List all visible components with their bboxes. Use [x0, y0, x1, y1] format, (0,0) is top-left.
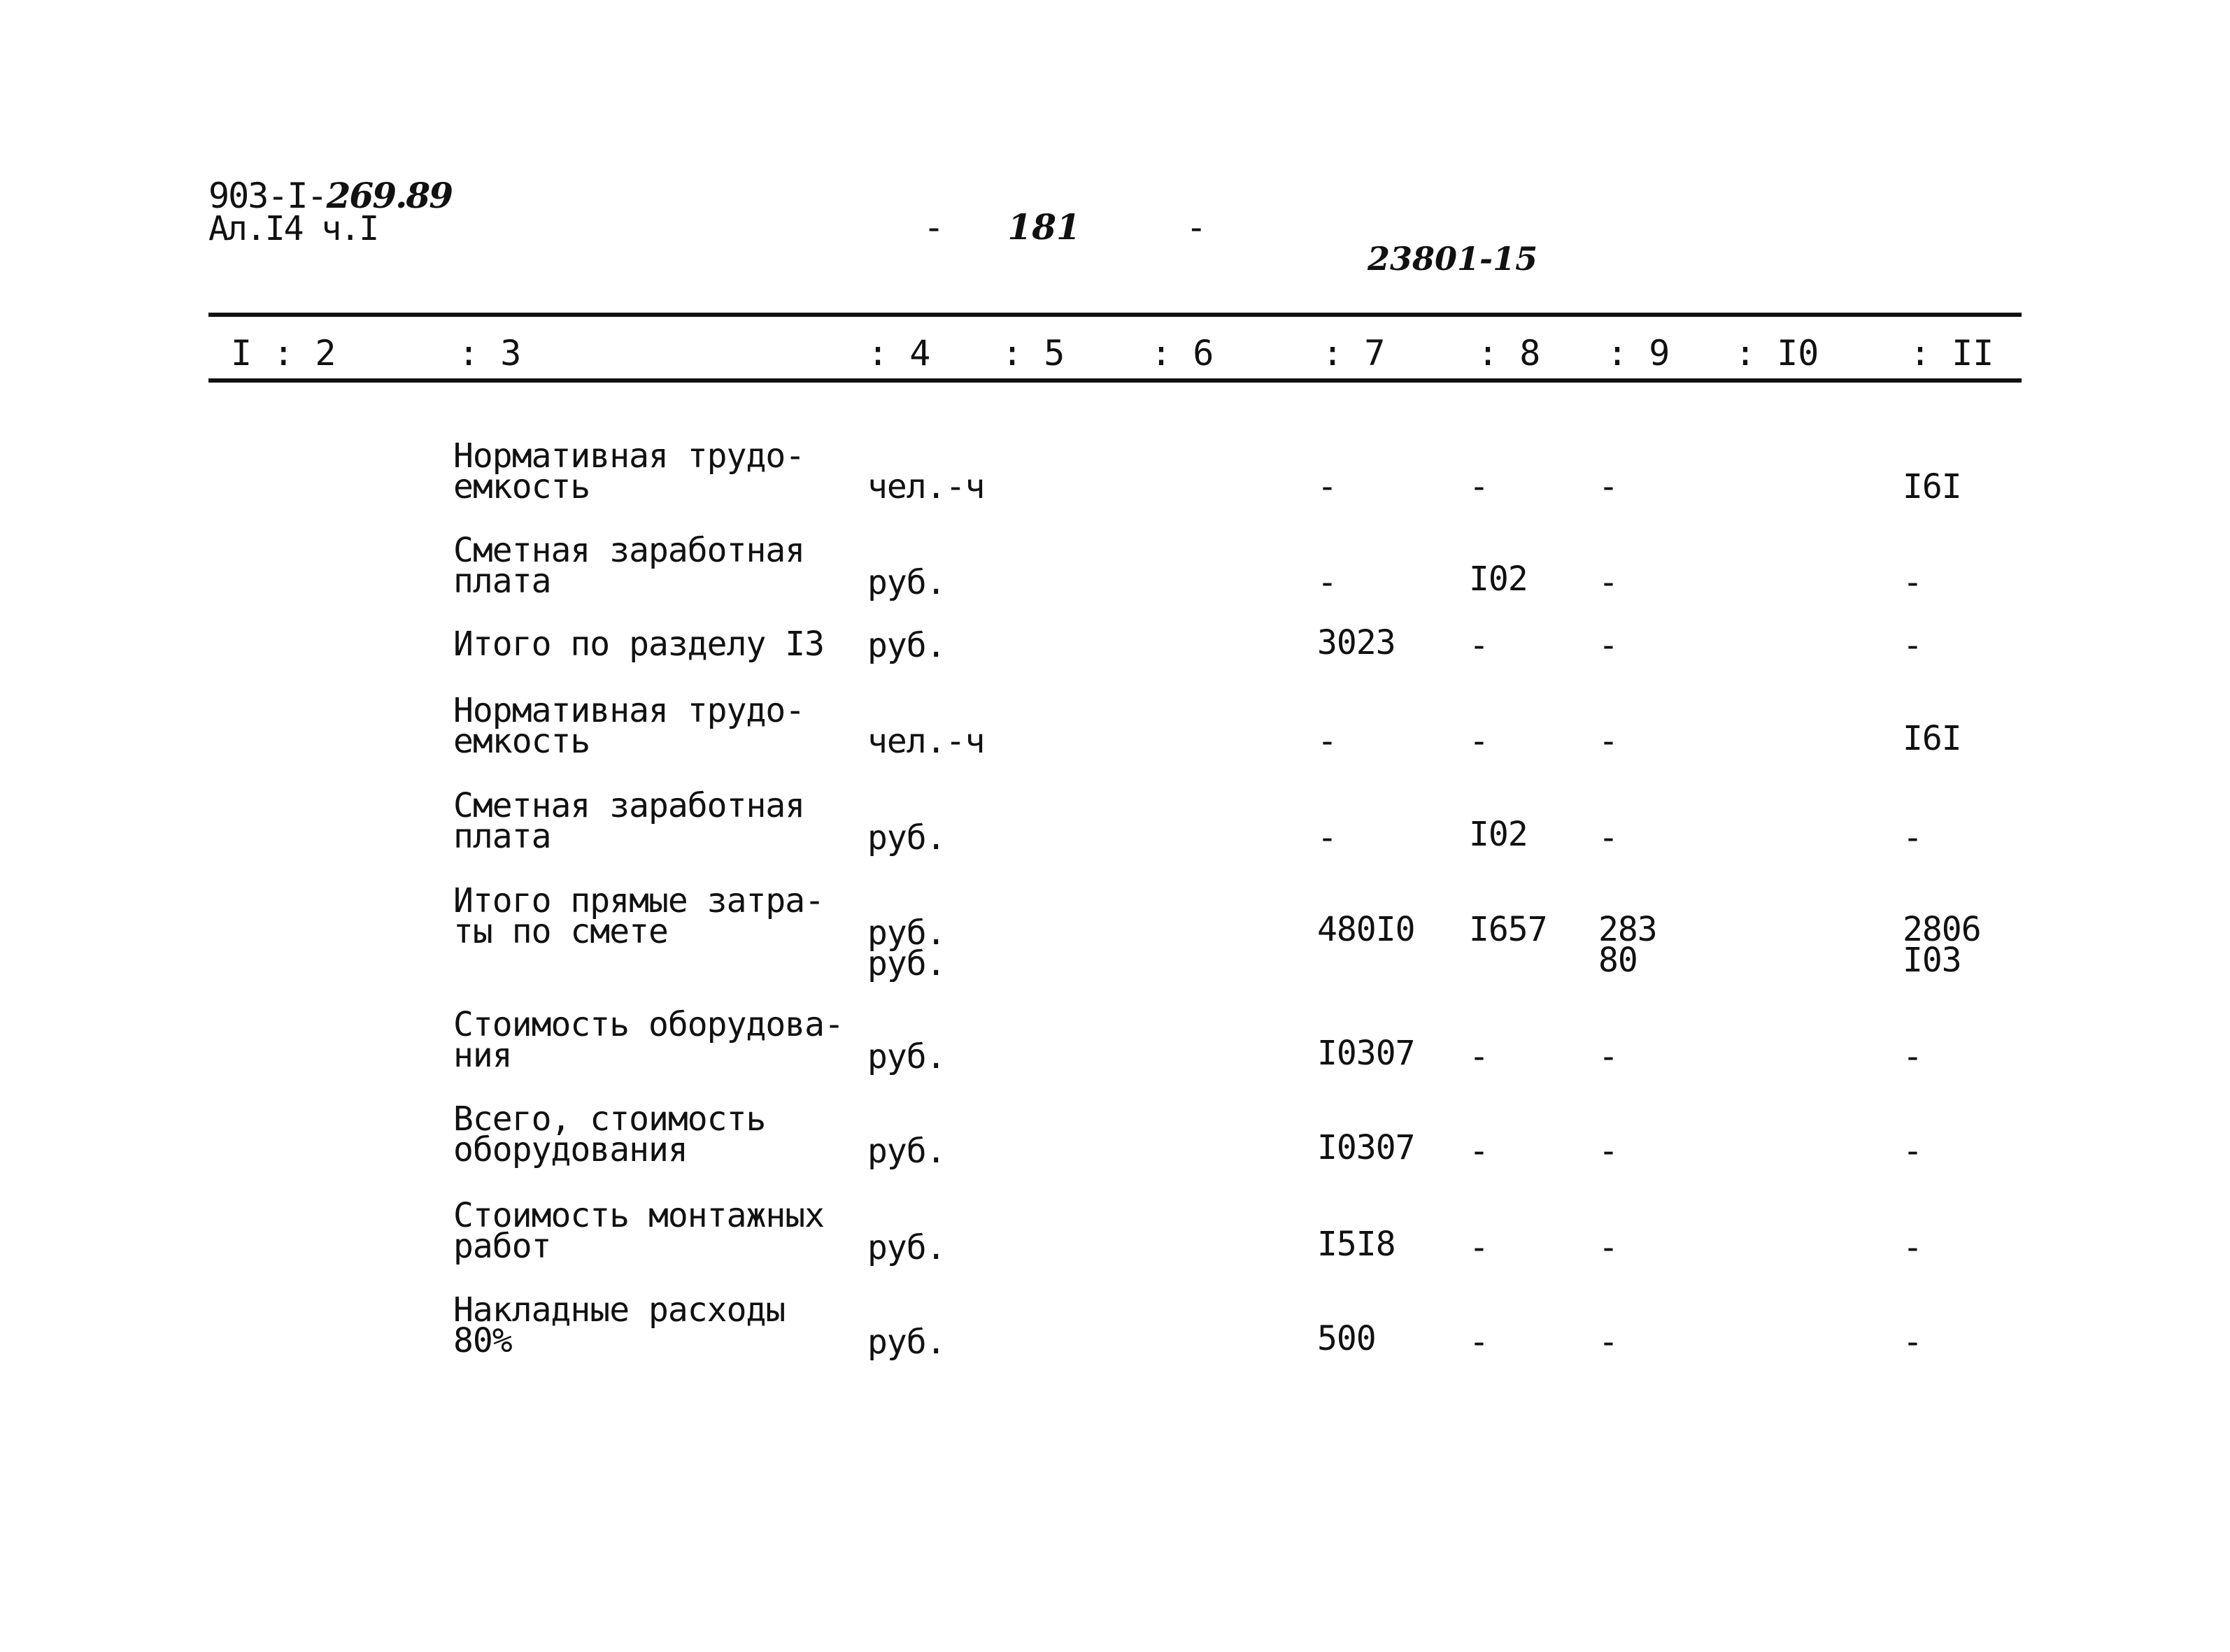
row-name: Накладные расходы 80%	[453, 1290, 786, 1360]
row-name: Нормативная трудо- емкость	[453, 691, 805, 761]
row-unit: руб.	[867, 1132, 946, 1171]
row-col-11: I6I	[1903, 467, 1961, 506]
row-col-8: I02	[1469, 560, 1528, 599]
column-header-11: : II	[1910, 333, 1994, 373]
column-header-7: : 7	[1322, 333, 1386, 373]
row-col-9: -	[1598, 1132, 1618, 1171]
row-unit: чел.-ч	[867, 467, 985, 506]
table-header-rule	[208, 378, 2022, 383]
row-unit: руб.	[867, 1323, 946, 1362]
row-unit: руб.	[867, 818, 946, 857]
row-unit: руб. руб.	[867, 913, 946, 983]
page-number	[923, 206, 1207, 248]
row-col-9: -	[1598, 626, 1618, 665]
row-col-11: -	[1903, 1132, 1922, 1171]
document-code-printed: 903-I-	[208, 176, 327, 216]
column-header-1-2: I : 2	[231, 333, 336, 373]
row-col-7: -	[1317, 563, 1337, 602]
column-header-4: : 4	[867, 333, 931, 373]
row-col-11: -	[1903, 1323, 1922, 1362]
row-col-7: I0307	[1317, 1034, 1415, 1073]
row-col-9: -	[1598, 818, 1618, 857]
row-col-7: 500	[1317, 1319, 1376, 1358]
row-col-7: 3023	[1317, 623, 1395, 662]
row-col-8: -	[1469, 1228, 1489, 1267]
row-col-11: -	[1903, 563, 1922, 602]
row-col-11: 2806 I03	[1903, 910, 1981, 980]
row-col-8: -	[1469, 1323, 1489, 1362]
table-top-rule	[208, 313, 2022, 317]
row-col-7: -	[1317, 467, 1337, 506]
row-name: Сметная заработная плата	[453, 531, 805, 601]
row-name: Сметная заработная плата	[453, 786, 805, 856]
row-unit: руб.	[867, 1228, 946, 1267]
row-name: Стоимость монтажных работ	[453, 1196, 825, 1266]
row-name: Итого по разделу I3	[453, 625, 825, 664]
page-number-dash-right: -	[1080, 207, 1207, 248]
row-col-7: -	[1317, 818, 1337, 857]
document-code	[208, 175, 452, 216]
row-col-9: -	[1598, 1228, 1618, 1267]
column-header-8: : 8	[1477, 333, 1541, 373]
row-col-9: -	[1598, 1323, 1618, 1362]
row-col-9: -	[1598, 722, 1618, 761]
row-col-9: -	[1598, 467, 1618, 506]
row-col-11: I6I	[1903, 719, 1961, 758]
column-header-5: : 5	[1002, 333, 1065, 373]
document-code-handwritten: 269.89	[326, 175, 452, 216]
row-col-7: 480I0	[1317, 910, 1415, 949]
column-header-10: : I0	[1735, 333, 1819, 373]
row-col-7: I0307	[1317, 1128, 1415, 1167]
column-header-9: : 9	[1607, 333, 1670, 373]
row-name: Стоимость оборудова- ния	[453, 1005, 844, 1075]
column-header-3: : 3	[458, 333, 522, 373]
row-col-11: -	[1903, 1037, 1922, 1076]
row-col-7: I5I8	[1317, 1225, 1395, 1264]
row-col-9: -	[1598, 1037, 1618, 1076]
album-label: Ал.I4 ч.I	[208, 209, 378, 248]
row-col-8: -	[1469, 1132, 1489, 1171]
row-unit: руб.	[867, 626, 946, 665]
row-col-11: -	[1903, 818, 1922, 857]
row-col-11: -	[1903, 626, 1922, 665]
row-col-8: I657	[1469, 910, 1547, 949]
row-col-8: I02	[1469, 815, 1528, 854]
column-header-6: : 6	[1151, 333, 1214, 373]
row-col-8: -	[1469, 626, 1489, 665]
archive-number: 23801-15	[1368, 240, 1538, 278]
row-col-9: -	[1598, 563, 1618, 602]
row-col-8: -	[1469, 722, 1489, 761]
row-name: Всего, стоимость оборудования	[453, 1099, 766, 1169]
page-number-value: 181	[1007, 206, 1081, 248]
row-col-9: 283 80	[1598, 910, 1657, 980]
row-col-11: -	[1903, 1228, 1922, 1267]
row-unit: руб.	[867, 563, 946, 602]
row-unit: чел.-ч	[867, 722, 985, 761]
row-col-7: -	[1317, 722, 1337, 761]
row-col-8: -	[1469, 1037, 1489, 1076]
row-name: Нормативная трудо- емкость	[453, 436, 805, 506]
row-name: Итого прямые затра- ты по смете	[453, 881, 825, 951]
row-unit: руб.	[867, 1037, 946, 1076]
page-number-dash-left: -	[923, 207, 1008, 248]
row-col-8: -	[1469, 467, 1489, 506]
